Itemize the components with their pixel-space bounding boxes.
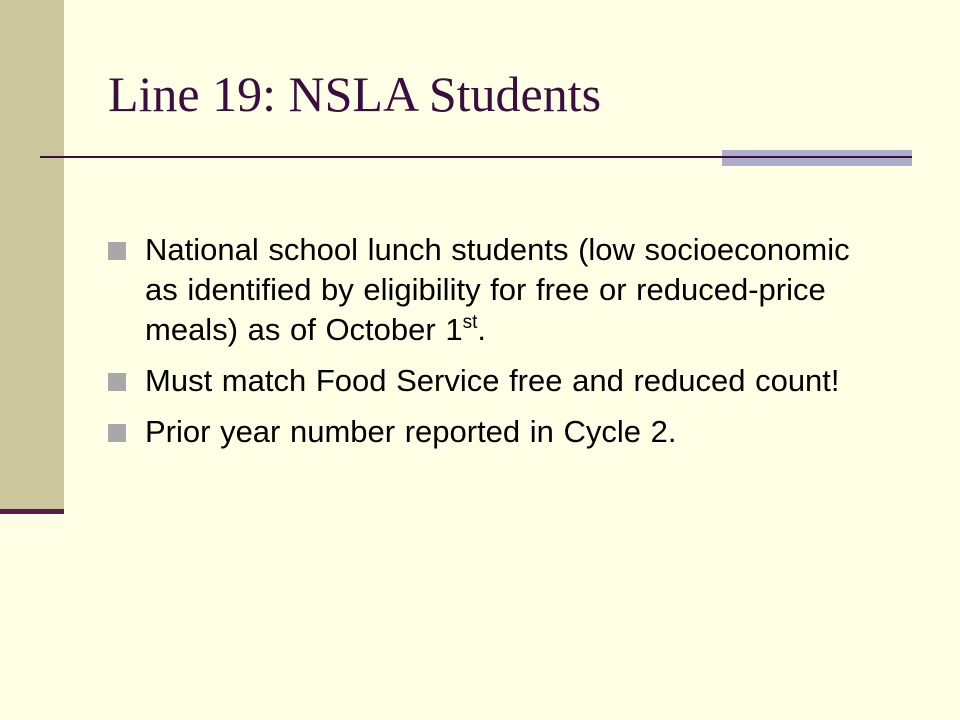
bullet-text: Must match Food Service free and reduced count!: [145, 363, 840, 398]
left-bar-accent-line: [0, 509, 64, 514]
square-bullet-icon: [108, 373, 126, 391]
bullet-text: National school lunch students (low socioeconomic as identified by eligibility for free or reduced-price meals) as of October 1: [145, 232, 850, 347]
square-bullet-icon: [108, 242, 126, 260]
bullet-suffix: .: [477, 312, 486, 347]
title-underline-accent-line: [722, 156, 912, 158]
title-underline: [40, 156, 722, 158]
bullet-item: [108, 412, 868, 452]
bullet-item: [108, 361, 868, 401]
title-underline-accent-block: [722, 150, 912, 166]
square-bullet-icon: [108, 424, 126, 442]
bullet-item: [108, 230, 868, 350]
bullet-list: [108, 230, 868, 463]
bullet-superscript: st: [462, 312, 478, 333]
slide-title: Line 19: NSLA Students: [108, 66, 602, 122]
left-decorative-bar: [0, 0, 64, 510]
bullet-text: Prior year number reported in Cycle 2.: [145, 414, 677, 449]
